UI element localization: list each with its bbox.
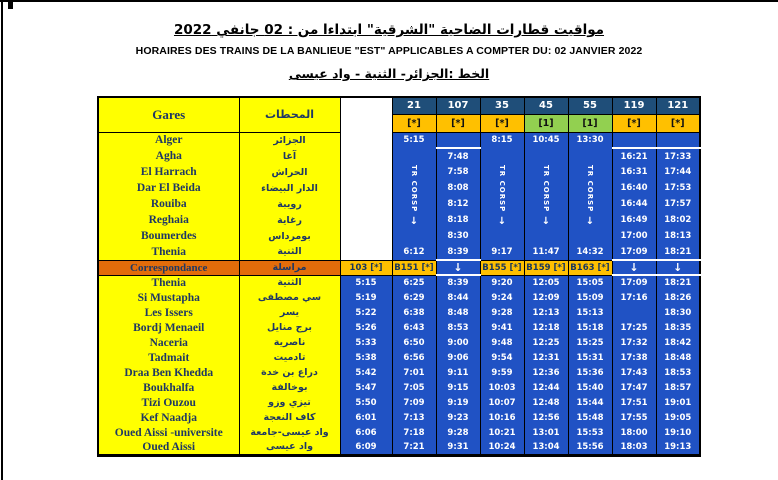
- station-name-ar: تادميت: [239, 350, 340, 365]
- time-cell: [656, 132, 700, 148]
- time-cell: 15:40: [568, 380, 612, 395]
- station-name-ar: آغا: [239, 148, 340, 164]
- time-cell: 19:05: [656, 410, 700, 425]
- time-cell: 17:16: [612, 290, 656, 305]
- time-cell: 5:38: [340, 350, 392, 365]
- train-number: 107: [436, 97, 480, 114]
- time-cell: 12:18: [524, 320, 568, 335]
- tr-corsp-label: TR CORSP: [586, 165, 594, 213]
- time-cell: 8:15: [480, 132, 524, 148]
- station-row-bottom: [98, 410, 700, 425]
- time-cell: 16:21: [612, 148, 656, 164]
- tr-corsp-cell: [392, 148, 436, 244]
- time-cell: [436, 132, 480, 148]
- time-cell: 15:44: [568, 395, 612, 410]
- time-cell: 19:10: [656, 425, 700, 440]
- station-name-ar: الجزائر: [239, 132, 340, 148]
- time-cell: 10:03: [480, 380, 524, 395]
- time-cell: 9:19: [436, 395, 480, 410]
- timetable-body: [98, 97, 700, 455]
- time-cell: 11:47: [524, 244, 568, 260]
- time-cell: 9:00: [436, 335, 480, 350]
- time-cell: 7:18: [392, 425, 436, 440]
- train-mark: [*]: [612, 114, 656, 132]
- station-row-top: [98, 148, 700, 164]
- time-cell: 9:28: [480, 305, 524, 320]
- station-name-fr: Oued Aissi -universite: [98, 425, 239, 440]
- station-name-fr: Dar El Beida: [98, 180, 239, 196]
- time-cell: 15:25: [568, 335, 612, 350]
- station-row-bottom: [98, 335, 700, 350]
- time-cell: 17:47: [612, 380, 656, 395]
- time-cell: 6:09: [340, 440, 392, 455]
- train-number: 45: [524, 97, 568, 114]
- station-name-ar: رويبة: [239, 196, 340, 212]
- time-cell: 9:17: [480, 244, 524, 260]
- correspondance-label-ar: مراسلة: [239, 260, 340, 275]
- time-cell: 17:32: [612, 335, 656, 350]
- time-cell: 7:21: [392, 440, 436, 455]
- station-name-fr: Thenia: [98, 275, 239, 290]
- time-cell: 13:01: [524, 425, 568, 440]
- station-row-top: [98, 132, 700, 148]
- time-cell: 6:43: [392, 320, 436, 335]
- time-cell: 6:12: [392, 244, 436, 260]
- station-name-fr: Oued Aissi: [98, 440, 239, 455]
- tr-corsp-label: TR CORSP: [498, 165, 506, 213]
- station-row-bottom: [98, 290, 700, 305]
- time-cell: 13:30: [568, 132, 612, 148]
- station-name-ar: الثنية: [239, 244, 340, 260]
- train-mark: [*]: [436, 114, 480, 132]
- time-cell: [612, 132, 656, 148]
- time-cell: 8:08: [436, 180, 480, 196]
- time-cell: 7:48: [436, 148, 480, 164]
- time-cell: 10:16: [480, 410, 524, 425]
- station-name-ar: بوخالفة: [239, 380, 340, 395]
- time-cell: 7:09: [392, 395, 436, 410]
- correspondance-label-fr: Correspondance: [98, 260, 239, 275]
- station-name-ar: الحراش: [239, 164, 340, 180]
- train-number: 21: [392, 97, 436, 114]
- tr-corsp-cell: [524, 148, 568, 244]
- time-cell: 12:09: [524, 290, 568, 305]
- station-row-bottom: [98, 305, 700, 320]
- time-cell: 17:44: [656, 164, 700, 180]
- time-cell: 17:09: [612, 275, 656, 290]
- time-cell: 9:06: [436, 350, 480, 365]
- station-row-top: [98, 244, 700, 260]
- station-name-fr: Draa Ben Khedda: [98, 365, 239, 380]
- train-number: 55: [568, 97, 612, 114]
- time-cell: 17:53: [656, 180, 700, 196]
- time-cell: 18:35: [656, 320, 700, 335]
- station-row-bottom: [98, 365, 700, 380]
- time-cell: 8:39: [436, 275, 480, 290]
- time-cell: 7:05: [392, 380, 436, 395]
- station-name-fr: Naceria: [98, 335, 239, 350]
- time-cell: 15:09: [568, 290, 612, 305]
- time-cell: 18:21: [656, 275, 700, 290]
- col-header-stations-ar: المحطات: [239, 97, 340, 132]
- line-title: الخط :الجزائر- الثنية - واد عيسى: [288, 66, 490, 81]
- time-cell: 16:44: [612, 196, 656, 212]
- station-row-bottom: [98, 350, 700, 365]
- time-cell: 6:01: [340, 410, 392, 425]
- time-cell: 8:48: [436, 305, 480, 320]
- station-row-bottom: [98, 320, 700, 335]
- time-cell: 9:11: [436, 365, 480, 380]
- time-cell: 19:13: [656, 440, 700, 455]
- time-cell: [612, 305, 656, 320]
- station-name-fr: El Harrach: [98, 164, 239, 180]
- time-cell: 18:26: [656, 290, 700, 305]
- station-name-fr: Reghaia: [98, 212, 239, 228]
- timetable: [97, 96, 701, 457]
- station-row-bottom: [98, 425, 700, 440]
- page-title-arabic: مواقيت قطارات الضاحية "الشرقية" ابتداءا من : 02 جانفي 2022: [173, 22, 605, 38]
- train-numbers-row: [98, 97, 700, 114]
- correspondance-row: [98, 260, 700, 275]
- time-cell: 18:13: [656, 228, 700, 244]
- time-cell: 9:41: [480, 320, 524, 335]
- time-cell: 9:54: [480, 350, 524, 365]
- time-cell: 17:38: [612, 350, 656, 365]
- time-cell: 10:24: [480, 440, 524, 455]
- correspondance-train-badge: B163 [*]: [568, 260, 612, 275]
- time-cell: 5:47: [340, 380, 392, 395]
- time-cell: 5:15: [392, 132, 436, 148]
- time-cell: 12:56: [524, 410, 568, 425]
- station-name-ar: برج منايل: [239, 320, 340, 335]
- station-name-fr: Alger: [98, 132, 239, 148]
- time-cell: 5:15: [340, 275, 392, 290]
- station-row-bottom: [98, 275, 700, 290]
- time-cell: 12:25: [524, 335, 568, 350]
- time-cell: 5:42: [340, 365, 392, 380]
- train-mark: [*]: [656, 114, 700, 132]
- corner-mark: [8, 0, 13, 9]
- station-row-bottom: [98, 380, 700, 395]
- time-cell: 6:38: [392, 305, 436, 320]
- gap-column-header: [340, 97, 392, 132]
- time-cell: 9:24: [480, 290, 524, 305]
- time-cell: 8:44: [436, 290, 480, 305]
- down-arrow-icon: ↓: [656, 260, 700, 275]
- time-cell: 18:00: [612, 425, 656, 440]
- down-arrow-icon: ↓: [409, 215, 419, 227]
- col-header-gares: Gares: [98, 97, 239, 132]
- time-cell: 18:02: [656, 212, 700, 228]
- station-row-bottom: [98, 395, 700, 410]
- time-cell: 7:01: [392, 365, 436, 380]
- time-cell: 18:42: [656, 335, 700, 350]
- time-cell: 10:07: [480, 395, 524, 410]
- time-cell: 5:22: [340, 305, 392, 320]
- time-cell: 8:30: [436, 228, 480, 244]
- station-name-ar: تيزي وزو: [239, 395, 340, 410]
- time-cell: 12:05: [524, 275, 568, 290]
- time-cell: 16:49: [612, 212, 656, 228]
- time-cell: 17:00: [612, 228, 656, 244]
- gap-column-body: [340, 132, 392, 260]
- station-name-fr: Les Issers: [98, 305, 239, 320]
- station-name-fr: Kef Naadja: [98, 410, 239, 425]
- time-cell: 15:56: [568, 440, 612, 455]
- station-name-ar: دراع بن خدة: [239, 365, 340, 380]
- down-arrow-icon: ↓: [541, 215, 551, 227]
- down-arrow-icon: ↓: [612, 260, 656, 275]
- time-cell: 15:53: [568, 425, 612, 440]
- station-name-ar: واد عيسى-جامعة: [239, 425, 340, 440]
- page-top-border: [0, 0, 778, 2]
- time-cell: 13:04: [524, 440, 568, 455]
- tr-corsp-label: TR CORSP: [410, 165, 418, 213]
- time-cell: 8:53: [436, 320, 480, 335]
- time-cell: 10:21: [480, 425, 524, 440]
- time-cell: 15:31: [568, 350, 612, 365]
- station-name-ar: الثنية: [239, 275, 340, 290]
- time-cell: 10:45: [524, 132, 568, 148]
- time-cell: 18:30: [656, 305, 700, 320]
- train-mark: [*]: [392, 114, 436, 132]
- time-cell: 6:06: [340, 425, 392, 440]
- down-arrow-icon: ↓: [436, 260, 480, 275]
- time-cell: 8:39: [436, 244, 480, 260]
- time-cell: 6:29: [392, 290, 436, 305]
- correspondance-train-badge: B159 [*]: [524, 260, 568, 275]
- time-cell: 9:48: [480, 335, 524, 350]
- time-cell: 18:21: [656, 244, 700, 260]
- down-arrow-icon: ↓: [585, 215, 595, 227]
- time-cell: 15:13: [568, 305, 612, 320]
- station-name-ar: يسر: [239, 305, 340, 320]
- time-cell: 8:12: [436, 196, 480, 212]
- time-cell: 5:19: [340, 290, 392, 305]
- time-cell: 18:03: [612, 440, 656, 455]
- station-name-fr: Boumerdes: [98, 228, 239, 244]
- time-cell: 19:01: [656, 395, 700, 410]
- time-cell: 17:09: [612, 244, 656, 260]
- station-row-bottom: [98, 440, 700, 455]
- time-cell: 6:56: [392, 350, 436, 365]
- time-cell: 12:44: [524, 380, 568, 395]
- station-name-fr: Rouiba: [98, 196, 239, 212]
- titles-block: [0, 0, 778, 81]
- tr-corsp-cell: [480, 148, 524, 244]
- station-name-ar: كاف النعجة: [239, 410, 340, 425]
- train-mark: [1]: [568, 114, 612, 132]
- station-name-fr: Agha: [98, 148, 239, 164]
- train-number: 119: [612, 97, 656, 114]
- station-name-ar: الدار البيضاء: [239, 180, 340, 196]
- station-name-ar: بومرداس: [239, 228, 340, 244]
- train-number: 121: [656, 97, 700, 114]
- time-cell: 15:48: [568, 410, 612, 425]
- station-name-ar: ناصرية: [239, 335, 340, 350]
- time-cell: 17:57: [656, 196, 700, 212]
- time-cell: 8:18: [436, 212, 480, 228]
- time-cell: 9:15: [436, 380, 480, 395]
- correspondance-train-badge: 103 [*]: [340, 260, 392, 275]
- time-cell: 12:36: [524, 365, 568, 380]
- correspondance-train-badge: B151 [*]: [392, 260, 436, 275]
- time-cell: 5:26: [340, 320, 392, 335]
- time-cell: 7:13: [392, 410, 436, 425]
- down-arrow-icon: ↓: [497, 215, 507, 227]
- time-cell: 17:55: [612, 410, 656, 425]
- station-name-ar: سي مصطفى: [239, 290, 340, 305]
- time-cell: 17:25: [612, 320, 656, 335]
- time-cell: 7:58: [436, 164, 480, 180]
- time-cell: 5:33: [340, 335, 392, 350]
- time-cell: 15:36: [568, 365, 612, 380]
- station-name-fr: Tizi Ouzou: [98, 395, 239, 410]
- time-cell: 9:28: [436, 425, 480, 440]
- tr-corsp-cell: [568, 148, 612, 244]
- time-cell: 9:23: [436, 410, 480, 425]
- time-cell: 17:33: [656, 148, 700, 164]
- time-cell: 9:59: [480, 365, 524, 380]
- time-cell: 18:53: [656, 365, 700, 380]
- time-cell: 16:40: [612, 180, 656, 196]
- station-name-fr: Si Mustapha: [98, 290, 239, 305]
- train-mark: [*]: [480, 114, 524, 132]
- station-name-fr: Tadmait: [98, 350, 239, 365]
- time-cell: 6:25: [392, 275, 436, 290]
- time-cell: 18:57: [656, 380, 700, 395]
- station-name-fr: Thenia: [98, 244, 239, 260]
- time-cell: 15:05: [568, 275, 612, 290]
- train-mark: [1]: [524, 114, 568, 132]
- time-cell: 6:50: [392, 335, 436, 350]
- station-name-ar: رغاية: [239, 212, 340, 228]
- station-name-ar: واد عيسى: [239, 440, 340, 455]
- time-cell: 17:43: [612, 365, 656, 380]
- time-cell: 12:13: [524, 305, 568, 320]
- station-name-fr: Bordj Menaeil: [98, 320, 239, 335]
- time-cell: 15:18: [568, 320, 612, 335]
- time-cell: 16:31: [612, 164, 656, 180]
- train-number: 35: [480, 97, 524, 114]
- tr-corsp-label: TR CORSP: [542, 165, 550, 213]
- time-cell: 17:51: [612, 395, 656, 410]
- time-cell: 12:31: [524, 350, 568, 365]
- time-cell: 14:32: [568, 244, 612, 260]
- page-left-border: [1, 0, 3, 480]
- time-cell: 9:31: [436, 440, 480, 455]
- time-cell: 5:50: [340, 395, 392, 410]
- station-name-fr: Boukhalfa: [98, 380, 239, 395]
- time-cell: 9:20: [480, 275, 524, 290]
- page-title-french: HORAIRES DES TRAINS DE LA BANLIEUE "EST" APPLICABLES A COMPTER DU: 02 JANVIER 2022: [135, 45, 643, 57]
- time-cell: 12:48: [524, 395, 568, 410]
- time-cell: 18:48: [656, 350, 700, 365]
- correspondance-train-badge: B155 [*]: [480, 260, 524, 275]
